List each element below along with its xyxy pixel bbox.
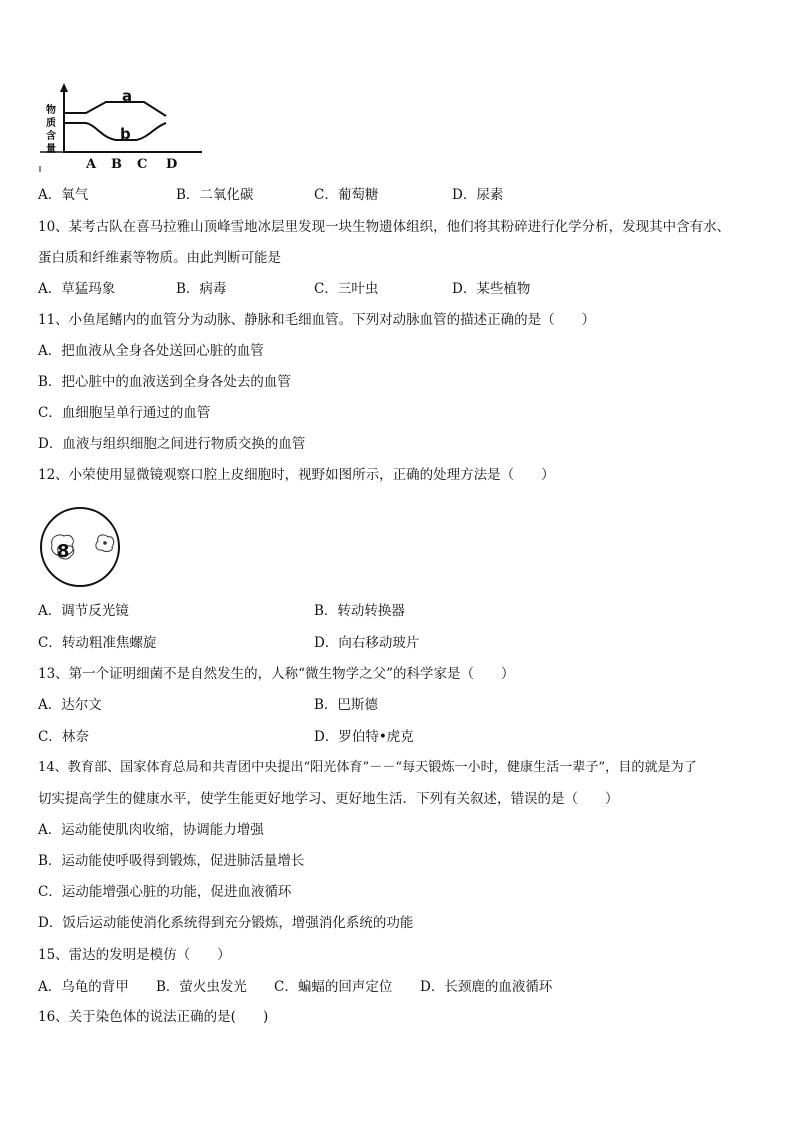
q12-option-d: D．向右移动玻片 xyxy=(314,635,420,651)
q14-option-a: A．运动能使肌肉收缩，协调能力增强 xyxy=(38,822,264,838)
q15-option-d: D．长颈鹿的血液循环 xyxy=(420,979,553,995)
q14-option-d: D．饭后运动能使消化系统得到充分锻炼，增强消化系统的功能 xyxy=(38,915,414,931)
y-label-char-4: 量 xyxy=(46,144,56,155)
q13-option-b: B．巴斯德 xyxy=(314,697,378,713)
field-of-view-circle xyxy=(41,508,119,586)
q13-option-a: A．达尔文 xyxy=(38,697,102,713)
y-label-char-1: 物 xyxy=(46,105,56,116)
q16-stem: 16、关于染色体的说法正确的是( ) xyxy=(38,1009,269,1025)
q14-stem-line1: 14、教育部、国家体育总局和共青团中央提出“阳光体育”－－“每天锻炼一小时，健康生活一辈子”，目的就是为了 xyxy=(38,760,697,775)
y-label-char-2: 质 xyxy=(46,118,56,129)
cell-nucleus xyxy=(103,541,107,545)
substance-content-graph xyxy=(36,80,208,180)
y-axis-arrow xyxy=(60,83,68,92)
microscope-field-figure xyxy=(38,505,122,589)
q11-option-c: C．血细胞呈单行通过的血管 xyxy=(38,405,211,421)
q10-option-b: B．病毒 xyxy=(176,281,227,297)
x-tick-label: B xyxy=(111,157,122,172)
q12-option-a: A．调节反光镜 xyxy=(38,603,129,619)
q11-option-b: B．把心脏中的血液送到全身各处去的血管 xyxy=(38,374,291,390)
q14-option-c: C．运动能增强心脏的功能，促进血液循环 xyxy=(38,884,292,900)
q9-option-c: C．葡萄糖 xyxy=(314,187,379,203)
q15-option-a: A．乌龟的背甲 xyxy=(38,979,129,995)
q15-option-b: B．萤火虫发光 xyxy=(156,979,247,995)
curve-a xyxy=(64,102,166,116)
x-tick-label: D xyxy=(166,157,178,172)
q13-option-d: D．罗伯特•虎克 xyxy=(314,729,414,745)
curve-b-label: b xyxy=(120,125,131,143)
q10-stem-line1: 10、某考古队在喜马拉雅山顶峰雪地冰层里发现一块生物遗体组织，他们将其粉碎进行化学分析，发现其中含有水、 xyxy=(38,219,731,235)
q10-option-c: C．三叶虫 xyxy=(314,281,379,297)
q9-option-b: B．二氧化碳 xyxy=(176,187,254,203)
q10-option-a: A．草猛玛象 xyxy=(38,281,116,297)
q10-stem-line2: 蛋白质和纤维素等物质。由此判断可能是 xyxy=(38,250,281,266)
q11-option-d: D．血液与组织细胞之间进行物质交换的血管 xyxy=(38,436,306,452)
curve-b xyxy=(64,123,166,140)
q11-option-a: A．把血液从全身各处送回心脏的血管 xyxy=(38,343,264,359)
q15-option-c: C．蝙蝠的回声定位 xyxy=(274,979,393,995)
q9-option-d: D．尿素 xyxy=(452,187,504,203)
x-tick-label: C xyxy=(137,157,148,172)
q12-option-b: B．转动转换器 xyxy=(314,603,405,619)
q13-option-c: C．林奈 xyxy=(38,729,89,745)
q10-option-d: D．某些植物 xyxy=(452,281,531,297)
q12-option-c: C．转动粗准焦螺旋 xyxy=(38,635,157,651)
y-label-char-3: 含 xyxy=(46,131,56,142)
q14-stem-line2: 切实提高学生的健康水平，使学生能更好地学习、更好地生活．下列有关叙述，错误的是（ ） xyxy=(38,791,619,807)
q12-stem: 12、小荣使用显微镜观察口腔上皮细胞时，视野如图所示，正确的处理方法是（ ） xyxy=(38,467,555,483)
bubble-mark: 8 xyxy=(57,541,70,562)
q9-option-a: A．氧气 xyxy=(38,187,89,203)
q14-option-b: B．运动能使呼吸得到锻炼，促进肺活量增长 xyxy=(38,853,305,869)
q11-stem: 11、小鱼尾鳍内的血管分为动脉、静脉和毛细血管。下列对动脉血管的描述正确的是（ ） xyxy=(38,312,596,328)
curve-a-label: a xyxy=(122,87,133,105)
q13-stem: 13、第一个证明细菌不是自然发生的，人称“微生物学之父”的科学家是（ ） xyxy=(38,666,515,682)
x-tick-label: A xyxy=(86,157,97,172)
q15-stem: 15、雷达的发明是模仿（ ） xyxy=(38,947,231,963)
